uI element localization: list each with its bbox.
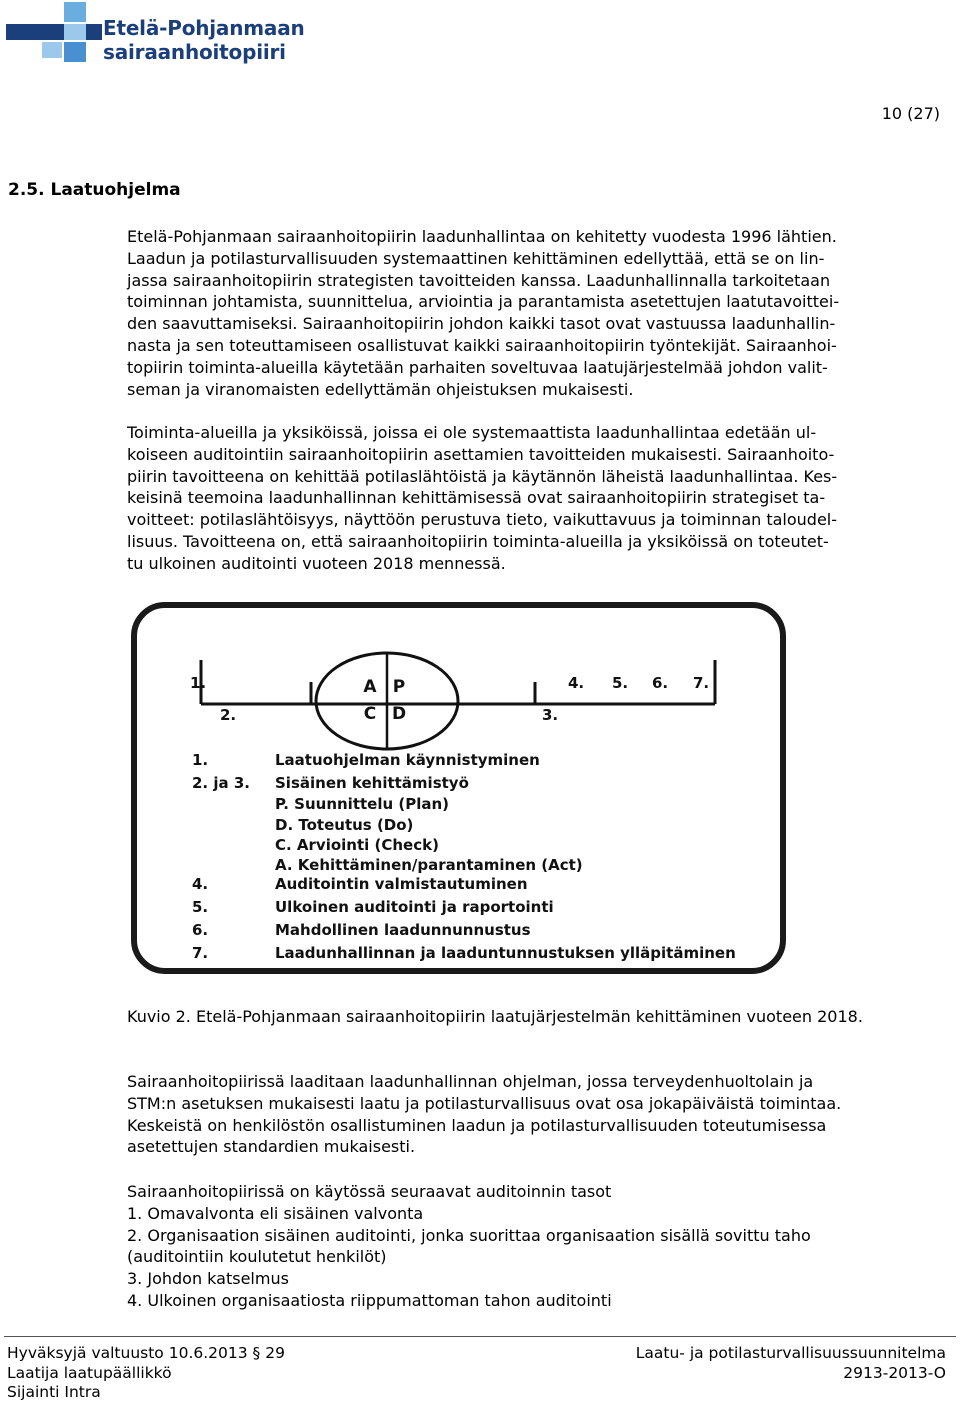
text-line: Toiminta-alueilla ja yksiköissä, joissa ei ole systemaattista laadunhallintaa edetään ul- bbox=[127, 423, 817, 442]
text-line: piirin tavoitteena on kehittää potilaslähtöistä ja käytännön läheistä laadunhallintaa. Kes- bbox=[127, 466, 838, 486]
page-number: 10 (27) bbox=[881, 104, 940, 123]
pdca-do-label: D bbox=[391, 704, 407, 724]
step-3-label: 3. bbox=[542, 706, 559, 724]
text-line: tu ulkoinen auditointi vuoteen 2018 mennessä. bbox=[127, 553, 506, 573]
paragraph-external-audit-goals bbox=[127, 422, 919, 575]
list-item: 3. Johdon katselmus bbox=[127, 1269, 289, 1289]
list-item: (auditointiin koulutetut henkilöt) bbox=[127, 1247, 387, 1267]
legend-label: Laadunhallinnan ja laaduntunnustuksen ylläpitäminen bbox=[275, 944, 736, 962]
footer-document-code: 2913-2013-O bbox=[843, 1363, 946, 1382]
footer-approval-info bbox=[7, 1344, 285, 1403]
legend-label: C. Arviointi (Check) bbox=[275, 836, 439, 854]
step-1-label: 1. bbox=[190, 674, 207, 692]
legend-label: A. Kehittäminen/parantaminen (Act) bbox=[275, 856, 583, 874]
footer-divider bbox=[4, 1336, 956, 1337]
text-line: seman ja viranomaisten edellyttämän ohjeistuksen mukaisesti. bbox=[127, 379, 634, 399]
section-title: 2.5. Laatuohjelma bbox=[8, 180, 181, 200]
text-line: den saavuttamiseksi. Sairaanhoitopiirin johdon kaikki tasot ovat vastuussa laadunhallin- bbox=[127, 314, 836, 334]
list-item: 1. Omavalvonta eli sisäinen valvonta bbox=[127, 1203, 424, 1223]
legend-key: 7. bbox=[192, 944, 209, 962]
legend-key: 4. bbox=[192, 875, 209, 893]
legend-label: P. Suunnittelu (Plan) bbox=[275, 795, 450, 813]
organization-name-line2: sairaanhoitopiiri bbox=[103, 40, 286, 64]
quality-system-figure bbox=[125, 598, 797, 982]
footer-document-title: Laatu- ja potilasturvallisuussuunnitelma bbox=[635, 1344, 946, 1362]
step-7-label: 7. bbox=[693, 674, 710, 692]
organization-name-line1: Etelä-Pohjanmaan bbox=[103, 16, 305, 40]
legend-key: 6. bbox=[192, 921, 209, 939]
legend-label: Auditointin valmistautuminen bbox=[275, 875, 528, 893]
footer-location: Sijainti Intra bbox=[7, 1383, 101, 1401]
text-line: Sairaanhoitopiirissä laaditaan laadunhallinnan ohjelman, jossa terveydenhuoltolain ja bbox=[127, 1072, 814, 1091]
text-line: lisuus. Tavoitteena on, että sairaanhoitopiirin toiminta-alueilla ja yksiköissä on toteutet- bbox=[127, 531, 829, 551]
step-4-label: 4. bbox=[568, 674, 585, 692]
figure-caption: Kuvio 2. Etelä-Pohjanmaan sairaanhoitopiirin laatujärjestelmän kehittäminen vuoteen 2018. bbox=[127, 1007, 863, 1026]
legend-key: 2. ja 3. bbox=[192, 774, 250, 792]
list-item: 4. Ulkoinen organisaatiosta riippumattoman tahon auditointi bbox=[127, 1290, 612, 1310]
step-6-label: 6. bbox=[652, 674, 669, 692]
step-5-label: 5. bbox=[612, 674, 629, 692]
legend-label: Ulkoinen auditointi ja raportointi bbox=[275, 898, 554, 916]
text-line: toiminnan johtamista, suunnittelua, arviointia ja parantamista asetettujen laatutavoittei- bbox=[127, 292, 840, 312]
audit-levels-list bbox=[127, 1181, 919, 1312]
text-line: Etelä-Pohjanmaan sairaanhoitopiirin laadunhallintaa on kehitetty vuodesta 1996 lähtien. bbox=[127, 227, 837, 246]
text-line: koiseen auditointiin sairaanhoitopiirin asettamien tavoitteiden mukaisesti. Sairaanhoito- bbox=[127, 444, 835, 464]
footer-author: Laatija laatupäällikkö bbox=[7, 1363, 172, 1382]
list-item: 2. Organisaation sisäinen auditointi, jonka suorittaa organisaation sisällä sovittu taho bbox=[127, 1225, 811, 1245]
text-line: Keskeistä on henkilöstön osallistuminen laadun ja potilasturvallisuuden toteutumisessa bbox=[127, 1115, 827, 1135]
text-line: jassa sairaanhoitopiirin strategisten tavoitteiden kanssa. Laadunhallinnalla tarkoitetaan bbox=[127, 270, 831, 290]
list-intro: Sairaanhoitopiirissä on käytössä seuraavat auditoinnin tasot bbox=[127, 1182, 612, 1201]
footer-approver: Hyväksyjä valtuusto 10.6.2013 § 29 bbox=[7, 1344, 285, 1362]
text-line: asetettujen standardien mukaisesti. bbox=[127, 1137, 416, 1157]
pdca-plan-label: P bbox=[392, 677, 406, 697]
paragraph-quality-management bbox=[127, 226, 919, 400]
paragraph-quality-program bbox=[127, 1071, 919, 1158]
step-2-label: 2. bbox=[220, 706, 237, 724]
organization-logo-icon bbox=[6, 2, 102, 62]
text-line: Laadun ja potilasturvallisuuden systemaattinen kehittäminen edellyttää, että se on lin- bbox=[127, 248, 825, 268]
text-line: topiirin toiminta-alueilla käytetään parhaiten soveltuvaa laatujärjestelmää johdon valit- bbox=[127, 357, 828, 377]
organization-name bbox=[103, 16, 305, 64]
legend-label: Sisäinen kehittämistyö bbox=[275, 774, 469, 792]
pdca-act-label: A bbox=[363, 677, 377, 697]
legend-label: Laatuohjelman käynnistyminen bbox=[275, 751, 540, 769]
legend-key: 1. bbox=[192, 751, 209, 769]
pdca-check-label: C bbox=[363, 704, 377, 724]
text-line: STM:n asetuksen mukaisesti laatu ja potilasturvallisuus ovat osa jokapäiväistä toimintaa. bbox=[127, 1093, 842, 1113]
text-line: voitteet: potilaslähtöisyys, näyttöön perustuva tieto, vaikuttavuus ja toiminnan taloudel- bbox=[127, 510, 838, 530]
legend-label: D. Toteutus (Do) bbox=[275, 816, 414, 834]
text-line: keisinä teemoina laadunhallinnan kehittämisessä ovat sairaanhoitopiirin strategiset ta- bbox=[127, 488, 826, 508]
footer-document-info bbox=[636, 1344, 946, 1383]
text-line: nasta ja sen toteuttamiseen osallistuvat kaikki sairaanhoitopiirin työntekijät. Sairaanhoi- bbox=[127, 335, 837, 355]
legend-key: 5. bbox=[192, 898, 209, 916]
legend-label: Mahdollinen laadunnunnustus bbox=[275, 921, 531, 939]
